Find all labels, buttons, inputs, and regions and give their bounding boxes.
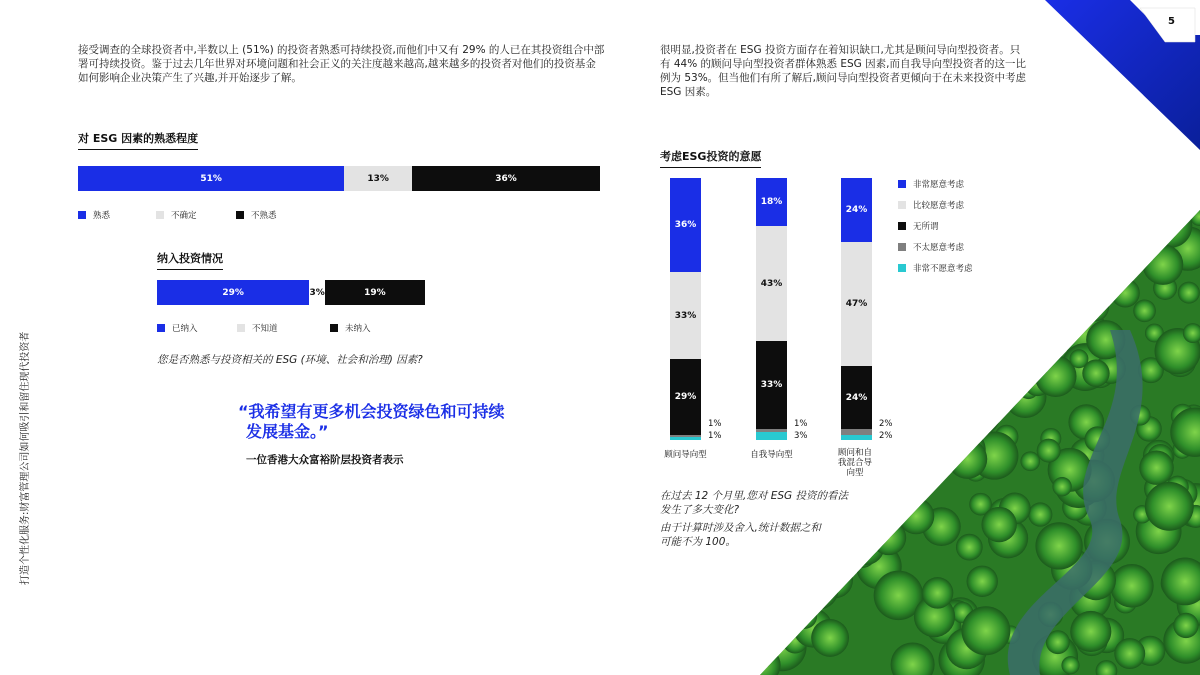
tree-canopy xyxy=(961,398,997,434)
data-label: 1% xyxy=(708,431,722,441)
data-label: 2% xyxy=(879,431,893,441)
legend-label: 不太愿意考虑 xyxy=(913,243,965,253)
tree-canopy xyxy=(1080,293,1109,322)
tree-canopy xyxy=(1001,351,1039,389)
tree-canopy xyxy=(1077,207,1106,236)
legend-swatch xyxy=(157,324,165,332)
stacked-bar xyxy=(841,178,872,440)
tree-canopy xyxy=(921,367,964,410)
bar-segment: 24% xyxy=(841,366,872,430)
tree-canopy xyxy=(784,230,808,254)
bar-segment: 24% xyxy=(841,178,872,242)
data-label: 3% xyxy=(794,431,808,441)
bar-segment xyxy=(756,432,787,440)
data-label: 1% xyxy=(708,419,722,429)
chart1-title: 对 ESG 因素的熟悉程度 xyxy=(78,130,198,150)
question-left: 您是否熟悉与投资相关的 ESG (环境、社会和治理) 因素? xyxy=(157,354,423,366)
tree-canopy xyxy=(961,606,1010,655)
legend-swatch xyxy=(78,211,86,219)
legend-swatch xyxy=(898,264,906,272)
legend-label: 未纳入 xyxy=(345,324,371,334)
tree-canopy xyxy=(1033,215,1079,261)
chart2-bar xyxy=(157,280,437,305)
chart1-bar xyxy=(78,166,600,191)
tree-canopy xyxy=(787,297,809,319)
tree-canopy xyxy=(1019,235,1050,266)
quote-line2: 发展基金。” xyxy=(246,422,329,441)
tree-canopy xyxy=(1078,226,1109,257)
legend-swatch xyxy=(156,211,164,219)
legend-label: 熟悉 xyxy=(93,211,111,221)
legend-item xyxy=(898,199,964,211)
legend-swatch xyxy=(236,211,244,219)
tree-canopy xyxy=(891,297,932,338)
category-label: 顾问导向型 xyxy=(664,450,707,460)
tree-canopy xyxy=(1143,244,1184,285)
tree-canopy xyxy=(747,545,779,577)
quote-line1: “我希望有更多机会投资绿色和可持续 xyxy=(238,402,505,421)
tree-canopy xyxy=(1148,203,1193,248)
tree-canopy xyxy=(901,440,926,465)
legend-swatch xyxy=(237,324,245,332)
tree-canopy xyxy=(965,330,984,349)
question-right-1: 在过去 12 个月里,您对 ESG 投资的看法 xyxy=(660,490,848,502)
tree-canopy xyxy=(799,352,820,373)
legend-label: 比较愿意考虑 xyxy=(913,201,965,211)
tree-canopy xyxy=(919,333,963,377)
bar-segment: 29% xyxy=(670,359,701,435)
tree-canopy xyxy=(966,392,991,417)
tree-canopy xyxy=(1041,249,1086,294)
tree-canopy xyxy=(1070,611,1111,652)
legend-swatch xyxy=(898,243,906,251)
tree-canopy xyxy=(992,292,1029,329)
tree-canopy xyxy=(1037,439,1061,463)
tree-canopy xyxy=(811,278,829,296)
legend-label: 非常不愿意考虑 xyxy=(913,264,973,274)
tree-canopy xyxy=(1079,240,1107,268)
bar-segment xyxy=(841,435,872,440)
tree-canopy xyxy=(919,321,962,364)
tree-canopy xyxy=(797,339,829,371)
legend-item xyxy=(237,322,278,334)
legend-swatch xyxy=(898,201,906,209)
legend-label: 非常愿意考虑 xyxy=(913,180,965,190)
tree-canopy xyxy=(792,604,817,629)
tree-canopy xyxy=(1052,477,1071,496)
tree-canopy xyxy=(981,507,1016,542)
tree-canopy xyxy=(960,225,989,254)
tree-canopy xyxy=(1133,299,1156,322)
legend-label: 不熟悉 xyxy=(251,211,277,221)
intro-left: 接受调查的全球投资者中,半数以上 (51%) 的投资者熟悉可持续投资,而他们中又有 29% 的人已在其投资组合中部署可持续投资。鉴于过去几年世界对环境问题和社会正义的关注度越来越高,越来越多的投资者对他们的投资基金如何影响企业决策产生了兴趣,并开始逐步了解。 xyxy=(78,44,605,84)
tree-canopy xyxy=(1044,329,1067,352)
tree-canopy xyxy=(796,311,829,344)
tree-canopy xyxy=(846,527,884,565)
tree-canopy xyxy=(800,344,834,378)
legend-label: 无所谓 xyxy=(913,222,939,232)
tree-canopy xyxy=(1061,656,1079,674)
legend-item xyxy=(157,322,198,334)
tree-canopy xyxy=(1145,482,1194,531)
tree-canopy xyxy=(890,451,926,487)
legend-item xyxy=(78,209,110,221)
tree-canopy xyxy=(886,486,906,506)
legend-item xyxy=(898,262,973,274)
category-label: 自我导向型 xyxy=(750,450,793,460)
tree-canopy xyxy=(917,317,954,354)
tree-canopy xyxy=(999,334,1022,357)
tree-canopy xyxy=(912,276,951,315)
tree-canopy xyxy=(900,287,929,316)
tree-canopy xyxy=(1178,282,1200,304)
tree-canopy xyxy=(871,520,906,555)
bar-segment xyxy=(670,437,701,440)
tree-canopy xyxy=(811,619,849,657)
tree-canopy xyxy=(1110,564,1154,608)
tree-canopy xyxy=(799,362,847,410)
bar-segment: 36% xyxy=(412,166,600,191)
legend-label: 已纳入 xyxy=(172,324,198,334)
tree-canopy xyxy=(799,570,838,609)
question-right-2: 发生了多大变化? xyxy=(660,504,740,516)
tree-canopy xyxy=(1028,502,1052,526)
data-label: 2% xyxy=(879,419,893,429)
tree-canopy xyxy=(751,560,783,592)
tree-canopy xyxy=(1035,261,1060,286)
stacked-bar xyxy=(670,178,701,440)
tree-canopy xyxy=(966,228,1003,265)
tree-canopy xyxy=(1101,261,1123,283)
bar-segment: 3% xyxy=(309,287,325,298)
tree-canopy xyxy=(963,380,1007,424)
tree-canopy xyxy=(923,421,963,461)
tree-canopy xyxy=(852,511,875,534)
legend-item xyxy=(236,209,277,221)
tree-canopy xyxy=(943,322,991,370)
bar-segment: 43% xyxy=(756,226,787,341)
bar-segment: 19% xyxy=(325,280,425,305)
tree-canopy xyxy=(951,400,981,430)
tree-canopy xyxy=(989,352,1012,375)
tree-canopy xyxy=(943,305,986,348)
tree-canopy xyxy=(961,230,983,252)
tree-canopy xyxy=(1064,242,1097,275)
tree-canopy xyxy=(879,306,914,341)
tree-canopy xyxy=(956,534,983,561)
bar-segment: 29% xyxy=(157,280,309,305)
legend-item xyxy=(898,220,939,232)
tree-canopy xyxy=(809,264,838,293)
tree-canopy xyxy=(922,577,954,609)
tree-canopy xyxy=(789,364,810,385)
tree-canopy xyxy=(783,336,815,368)
tree-canopy xyxy=(967,566,998,597)
tree-canopy xyxy=(987,273,1032,318)
tree-canopy xyxy=(812,365,838,391)
tree-canopy xyxy=(780,548,828,596)
tree-canopy xyxy=(802,329,841,368)
bar-segment: 51% xyxy=(78,166,344,191)
tree-canopy xyxy=(983,347,1002,366)
tree-canopy xyxy=(803,253,827,277)
legend-item xyxy=(156,209,197,221)
bar-segment: 18% xyxy=(756,178,787,226)
tree-canopy xyxy=(862,487,885,510)
side-title: 打造个性化服务:财富管理公司如何吸引和留住现代投资者 xyxy=(20,331,31,585)
legend-label: 不知道 xyxy=(252,324,278,334)
stacked-bar xyxy=(756,178,787,440)
tree-canopy xyxy=(957,298,995,336)
tree-canopy xyxy=(1032,229,1066,263)
page-number: 5 xyxy=(1168,16,1175,27)
legend-item xyxy=(898,178,964,190)
tree-canopy xyxy=(948,439,988,479)
tree-canopy xyxy=(897,378,936,417)
tree-canopy xyxy=(1082,359,1109,386)
tree-canopy xyxy=(1173,613,1198,638)
chart2-title: 纳入投资情况 xyxy=(157,250,223,270)
tree-canopy xyxy=(945,401,971,427)
tree-canopy xyxy=(790,539,813,562)
tree-canopy xyxy=(823,510,850,537)
legend-swatch xyxy=(898,180,906,188)
tree-canopy xyxy=(1164,197,1192,225)
bar-segment: 33% xyxy=(756,341,787,429)
tree-canopy xyxy=(757,569,776,588)
bar-segment: 36% xyxy=(670,178,701,272)
tree-canopy xyxy=(743,646,781,675)
bar-segment: 33% xyxy=(670,272,701,358)
legend-label: 不确定 xyxy=(171,211,197,221)
tree-canopy xyxy=(869,194,901,226)
legend-item xyxy=(330,322,371,334)
tree-canopy xyxy=(1018,312,1050,344)
tree-canopy xyxy=(1139,450,1173,484)
tree-canopy xyxy=(997,251,1038,292)
tree-canopy xyxy=(1114,638,1145,669)
tree-canopy xyxy=(964,221,991,248)
legend-swatch xyxy=(898,222,906,230)
chart3-title: 考虑ESG投资的意愿 xyxy=(660,148,761,168)
bar-segment: 13% xyxy=(344,166,412,191)
tree-canopy xyxy=(1020,451,1040,471)
category-label: 顾问和自我混合导向型 xyxy=(837,448,872,478)
tree-canopy xyxy=(936,368,971,403)
tree-canopy xyxy=(1035,522,1082,569)
tree-canopy xyxy=(992,345,1038,391)
tree-canopy xyxy=(985,325,1029,369)
note-2: 可能不为 100。 xyxy=(660,536,736,548)
data-label: 1% xyxy=(794,419,808,429)
tree-canopy xyxy=(857,480,889,512)
legend-item xyxy=(898,241,964,253)
tree-canopy xyxy=(1046,276,1070,300)
intro-right: 很明显,投资者在 ESG 投资方面存在着知识缺口,尤其是顾问导向型投资者。只有 44% 的顾问导向型投资者群体熟悉 ESG 因素,而自我导向型投资者的这一比例为 53%。但当他们有所了解后,顾问导向型投资者更倾向于在未来投资中考虑 ESG 因素。 xyxy=(660,44,1027,98)
tree-canopy xyxy=(792,369,836,413)
tree-canopy xyxy=(956,392,1001,437)
quote-source: 一位香港大众富裕阶层投资者表示 xyxy=(246,454,404,466)
bar-segment: 47% xyxy=(841,242,872,366)
legend-swatch xyxy=(330,324,338,332)
note-1: 由于计算时涉及舍入,统计数据之和 xyxy=(660,522,821,534)
tree-canopy xyxy=(790,537,817,564)
tree-canopy xyxy=(1111,278,1140,307)
tree-canopy xyxy=(870,480,905,515)
tree-canopy xyxy=(817,562,853,598)
tree-canopy xyxy=(798,195,840,237)
